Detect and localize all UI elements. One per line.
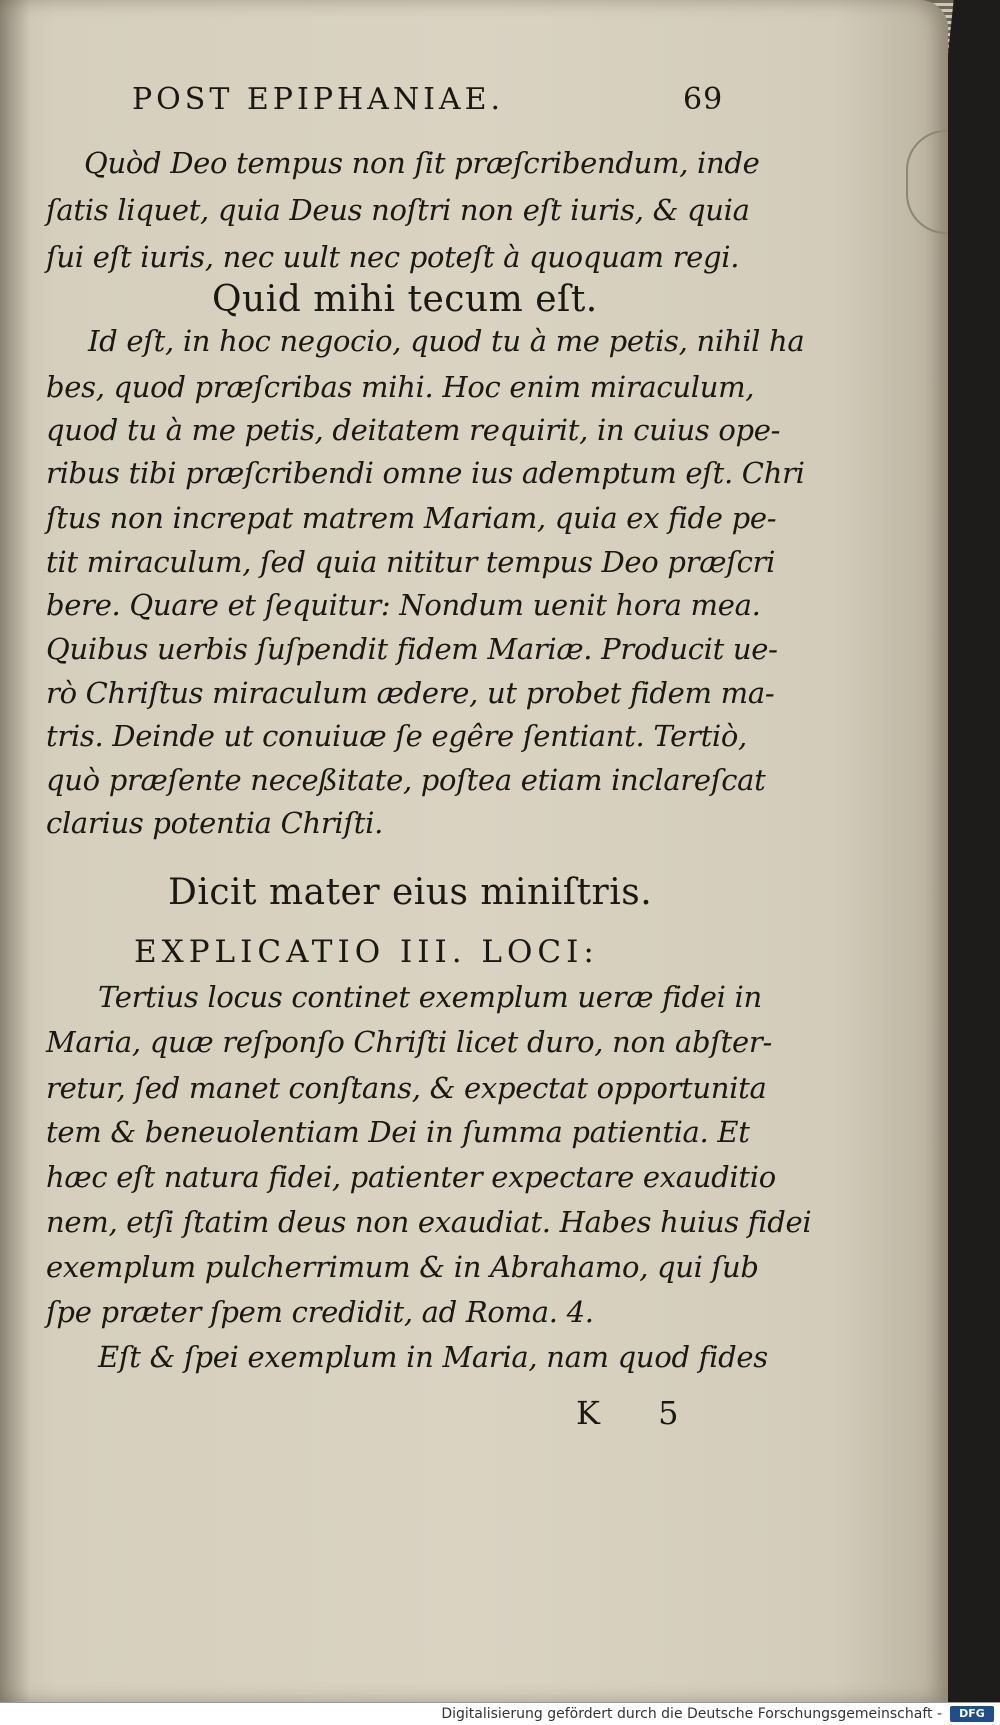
text-line: Quibus uerbis ſuſpendit fidem Mariæ. Producit ue- xyxy=(46,632,778,666)
text-line: ſtus non increpat matrem Mariam, quia ex fide pe- xyxy=(46,501,777,535)
text-line: exemplum pulcherrimum & in Abrahamo, qui ſub xyxy=(46,1250,759,1284)
text-line: Eſt & ſpei exemplum in Maria, nam quod fides xyxy=(98,1340,768,1374)
text-line: tris. Deinde ut conuiuæ ſe egêre ſentiant. Tertiò, xyxy=(46,719,747,753)
text-line: Tertius locus continet exemplum ueræ fidei in xyxy=(98,980,762,1014)
text-line: clarius potentia Chriſti. xyxy=(46,806,384,840)
footer-bar xyxy=(0,1702,1000,1725)
signature-mark: K 5 xyxy=(576,1394,703,1432)
running-head-title: POST EPIPHANIAE. xyxy=(132,82,505,117)
text-line: tit miraculum, ſed quia nititur tempus Deo præſcri xyxy=(46,545,776,579)
text-line: Id eſt, in hoc negocio, quod tu à me petis, nihil ha xyxy=(88,324,805,358)
text-line: tem & beneuolentiam Dei in ſumma patientia. Et xyxy=(46,1115,750,1149)
heading-dicit-mater: Dicit mater eius miniſtris. xyxy=(168,872,653,913)
text-line: quò præſente neceßitate, poſtea etiam inclareſcat xyxy=(46,763,766,797)
text-line: Quòd Deo tempus non ſit præſcribendum, inde xyxy=(84,146,760,180)
footer-credit: Digitalisierung gefördert durch die Deutsche Forschungsgemeinschaft - xyxy=(441,1706,942,1722)
page-number: 69 xyxy=(683,82,724,117)
text-line: hæc eſt natura fidei, patienter expectare exauditio xyxy=(46,1160,776,1194)
text-line: ſui eſt iuris, nec uult nec poteſt à quoquam regi. xyxy=(46,240,740,274)
text-line: bes, quod præſcribas mihi. Hoc enim miraculum, xyxy=(46,370,755,404)
text-line: retur, ſed manet conſtans, & expectat opportunita xyxy=(46,1071,767,1105)
text-line: rò Chriſtus miraculum ædere, ut probet fidem ma- xyxy=(46,676,775,710)
text-line: Maria, quæ reſponſo Chriſti licet duro, non abſter- xyxy=(46,1025,772,1059)
text-line: bere. Quare et ſequitur: Nondum uenit hora mea. xyxy=(46,588,761,622)
text-line: ribus tibi præſcribendi omne ius ademptum eſt. Chri xyxy=(46,456,805,490)
text-line: ſatis liquet, quia Deus noſtri non eſt iuris, & quia xyxy=(46,193,750,227)
heading-quid-mihi: Quid mihi tecum eſt. xyxy=(212,279,598,320)
dfg-logo: DFG xyxy=(950,1706,994,1722)
text-line: quod tu à me petis, deitatem requirit, in cuius ope- xyxy=(46,413,781,447)
text-line: nem, etſi ſtatim deus non exaudiat. Habes huius fidei xyxy=(46,1205,812,1239)
text-line: ſpe præter ſpem credidit, ad Roma. 4. xyxy=(46,1295,594,1329)
section-title: EXPLICATIO III. LOCI: xyxy=(134,934,599,970)
